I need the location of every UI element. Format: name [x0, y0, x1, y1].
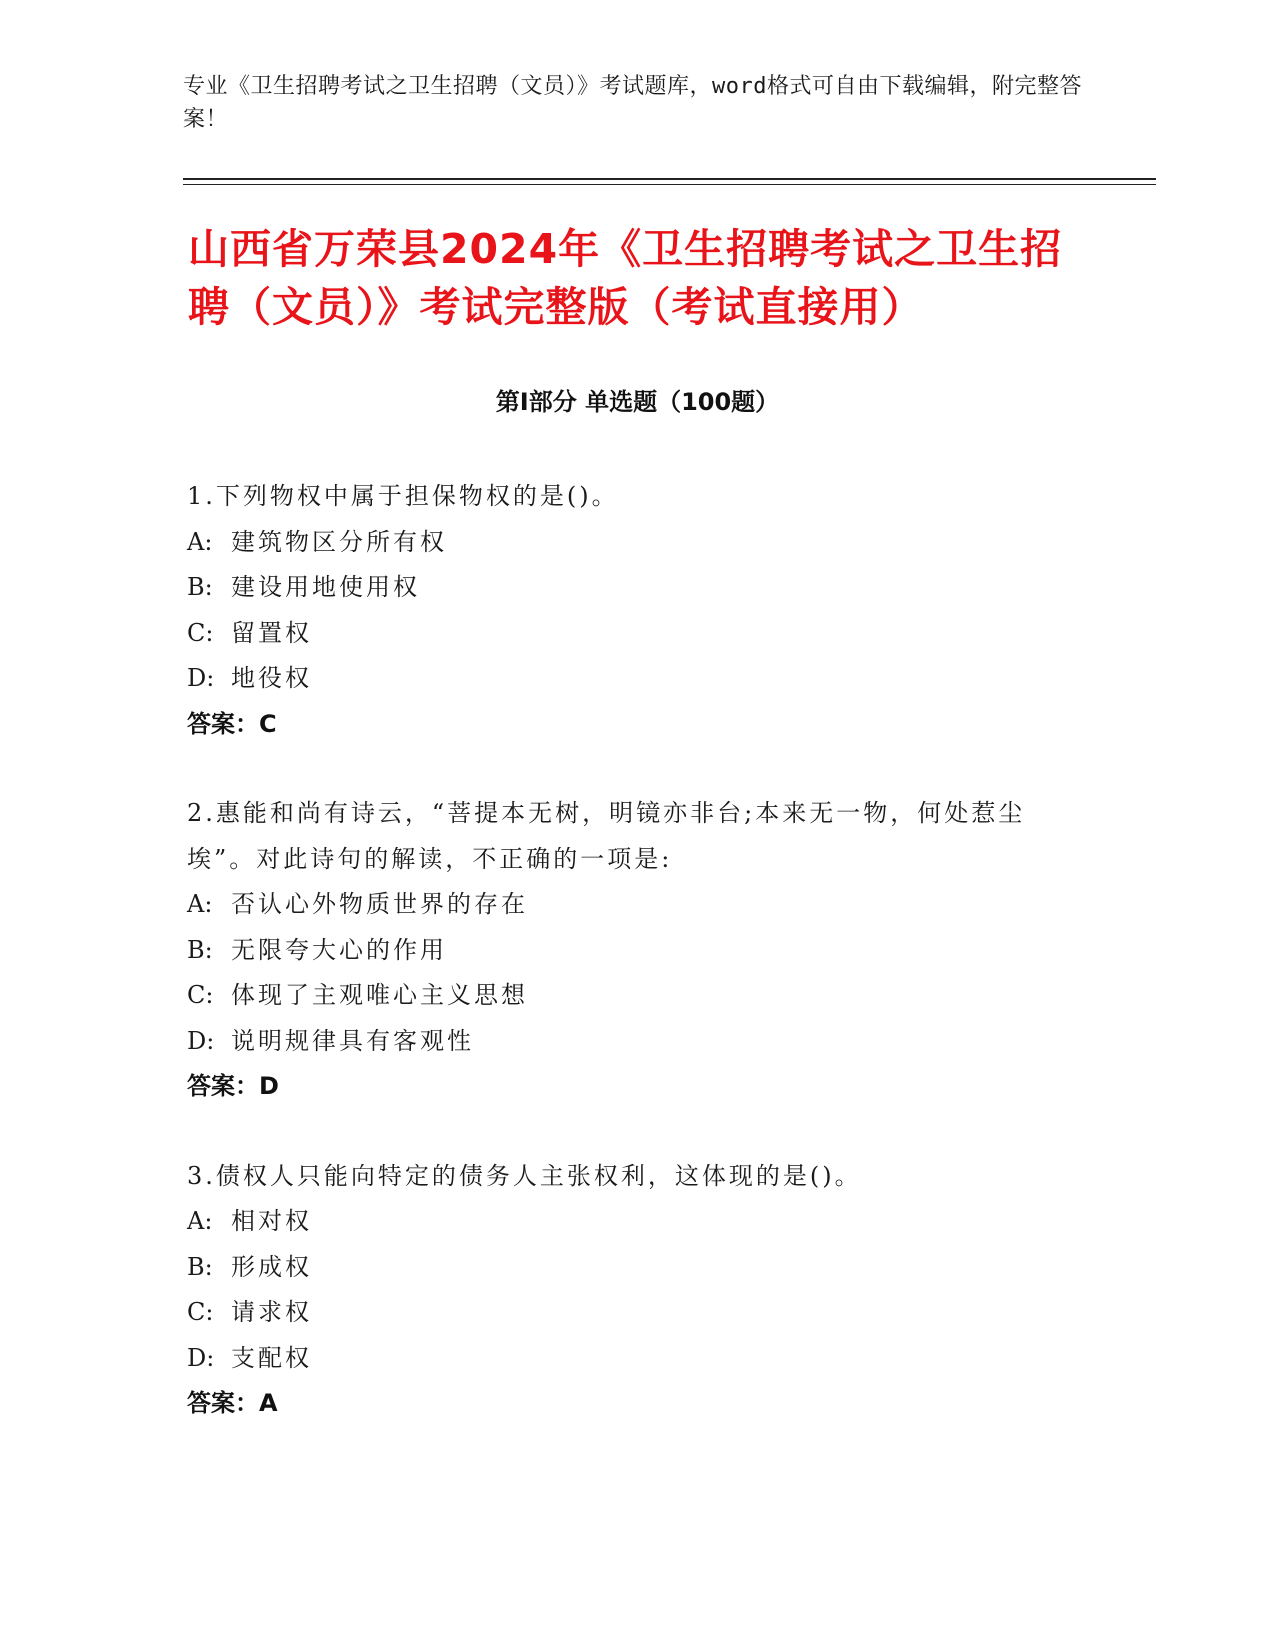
option-b: [187, 565, 1087, 611]
question-stem: 1.下列物权中属于担保物权的是()。: [187, 482, 619, 510]
question-stem: 2.惠能和尚有诗云，“菩提本无树，明镜亦非台;本来无一物，何处惹尘埃”。对此诗句的解读，不正确的一项是:: [187, 799, 1026, 873]
option-text: 支配权: [231, 1343, 312, 1372]
option-c: [187, 611, 1087, 657]
option-c: [187, 973, 1087, 1019]
option-text: 地役权: [231, 664, 312, 692]
option-letter: C:: [187, 618, 214, 647]
option-letter: B:: [187, 935, 213, 964]
document-title: 山西省万荣县2024年《卫生招聘考试之卫生招聘（文员）》考试完整版（考试直接用）: [188, 225, 1063, 331]
answer-line: 答案：C: [187, 709, 277, 738]
option-text: 留置权: [231, 618, 312, 647]
option-b: [187, 928, 1087, 974]
option-d: [187, 1336, 1087, 1382]
question-3: [187, 1154, 1087, 1427]
option-text: 请求权: [231, 1298, 312, 1326]
option-text: 体现了主观唯心主义思想: [231, 981, 528, 1009]
option-letter: D:: [187, 1343, 215, 1372]
option-text: 形成权: [231, 1252, 312, 1281]
option-a: [187, 882, 1087, 928]
option-letter: A:: [187, 890, 213, 918]
option-letter: B:: [187, 1252, 213, 1281]
option-text: 建设用地使用权: [231, 573, 420, 601]
question-1: [187, 474, 1087, 747]
option-letter: B:: [187, 573, 213, 601]
option-letter: D:: [187, 1026, 215, 1055]
answer-line: 答案：A: [187, 1389, 278, 1417]
header-divider: [183, 178, 1156, 180]
question-list: [187, 474, 1087, 1471]
answer-line: 答案：D: [187, 1072, 279, 1100]
question-stem: 3.债权人只能向特定的债务人主张权利，这体现的是()。: [187, 1161, 862, 1190]
option-text: 说明规律具有客观性: [231, 1026, 474, 1055]
option-text: 建筑物区分所有权: [231, 527, 447, 556]
question-2: [187, 791, 1087, 1110]
option-letter: C:: [187, 981, 214, 1009]
option-text: 无限夸大心的作用: [231, 935, 447, 964]
option-letter: C:: [187, 1298, 214, 1326]
option-letter: A:: [187, 1207, 213, 1235]
option-text: 否认心外物质世界的存在: [231, 890, 528, 918]
header-note: 专业《卫生招聘考试之卫生招聘（文员）》考试题库，word格式可自由下载编辑，附完整答案！: [183, 74, 1082, 132]
option-c: [187, 1290, 1087, 1336]
option-a: [187, 1199, 1087, 1245]
option-letter: A:: [187, 527, 213, 556]
option-d: [187, 656, 1087, 702]
option-text: 相对权: [231, 1207, 312, 1235]
option-b: [187, 1245, 1087, 1291]
option-a: [187, 520, 1087, 566]
section-heading: 第Ⅰ部分 单选题（100题）: [495, 388, 780, 416]
option-d: [187, 1019, 1087, 1065]
option-letter: D:: [187, 664, 215, 692]
header-divider-thin: [183, 184, 1156, 185]
